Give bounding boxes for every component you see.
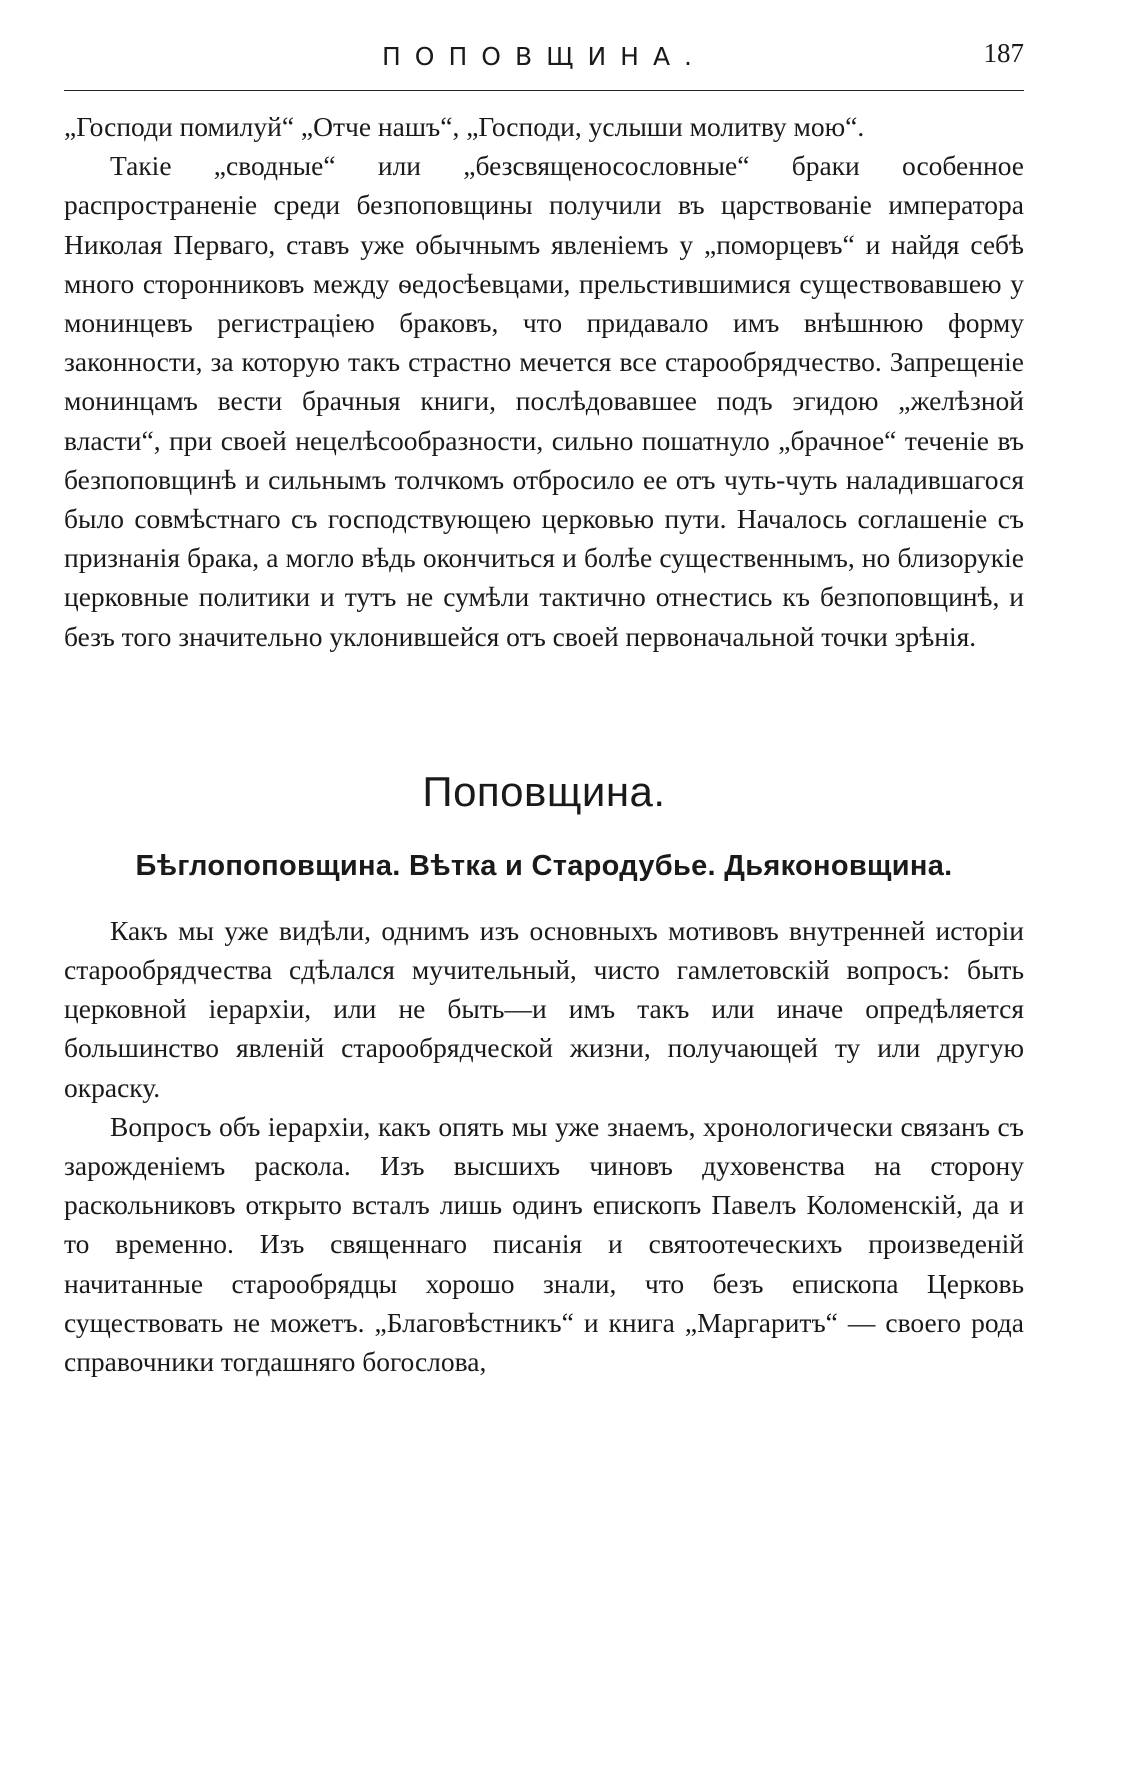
section-subtitle: Бѣглопоповщина. Вѣтка и Стародубье. Дьяконовщина.	[135, 849, 953, 882]
section-continuation-text	[64, 107, 1024, 656]
paragraph: Какъ мы уже видѣли, однимъ изъ основныхъ мотивовъ внутренней исторіи старообрядчества сдѣлался мучительный, чисто гамлетовскій вопросъ: быть церковной іерархіи, или не быть—и имъ такъ или иначе опредѣляется большинство явленій старообрядческой жизни, получающей ту или другую окраску.	[64, 914, 1024, 1103]
section-body-text	[64, 911, 1024, 1381]
section-title: Поповщина.	[422, 767, 666, 815]
page-number: 187	[983, 38, 1024, 68]
book-page	[64, 30, 1024, 1381]
running-header	[64, 30, 1024, 91]
paragraph: „Господи помилуй“ „Отче нашъ“, „Господи, услыши молитву мою“.	[64, 111, 865, 142]
paragraph: Такіе „сводные“ или „безсвященосословные“ браки особенное распространеніе среди безпоповщины получили въ царствованіе императора Николая Перваго, ставъ уже обычнымъ явленіемъ у „поморцевъ“ и найдя себѣ много сторонниковъ между ѳедосѣевцами, прельстившимися существовавшею у монинцевъ регистраціею браковъ, что придавало имъ внѣшнюю форму законности, за которую такъ страстно мечется все старообрядчество. Запрещеніе монинцамъ вести брачныя книги, послѣдовавшее подъ эгидою „желѣзной власти“, при своей нецелѣсообразности, сильно пошатнуло „брачное“ теченіе въ безпоповщинѣ и сильнымъ толчкомъ отбросило ее отъ чуть-чуть наладившагося было совмѣстнаго съ господствующею церковью пути. Началось соглашеніе съ признанія брака, а могло вѣдь окончиться и болѣе существеннымъ, но близорукіе церковные политики и тутъ не сумѣли тактично отнестись къ безпоповщинѣ, и безъ того значительно уклонившейся отъ своей первоначальной точки зрѣнія.	[64, 150, 1024, 652]
paragraph: Вопросъ объ іерархіи, какъ опять мы уже знаемъ, хронологически связанъ съ зарожденіемъ раскола. Изъ высшихъ чиновъ духовенства на сторону раскольниковъ открыто всталъ лишь одинъ епископъ Павелъ Коломенскій, да и то временно. Изъ священнаго писанія и святоотеческихъ произведеній начитанные старообрядцы хорошо знали, что безъ епископа Церковь существовать не можетъ. „Благовѣстникъ“ и книга „Маргаритъ“ — своего рода справочники тогдашняго богослова,	[64, 1110, 1024, 1378]
running-title: ПОПОВЩИНА.	[382, 42, 706, 71]
